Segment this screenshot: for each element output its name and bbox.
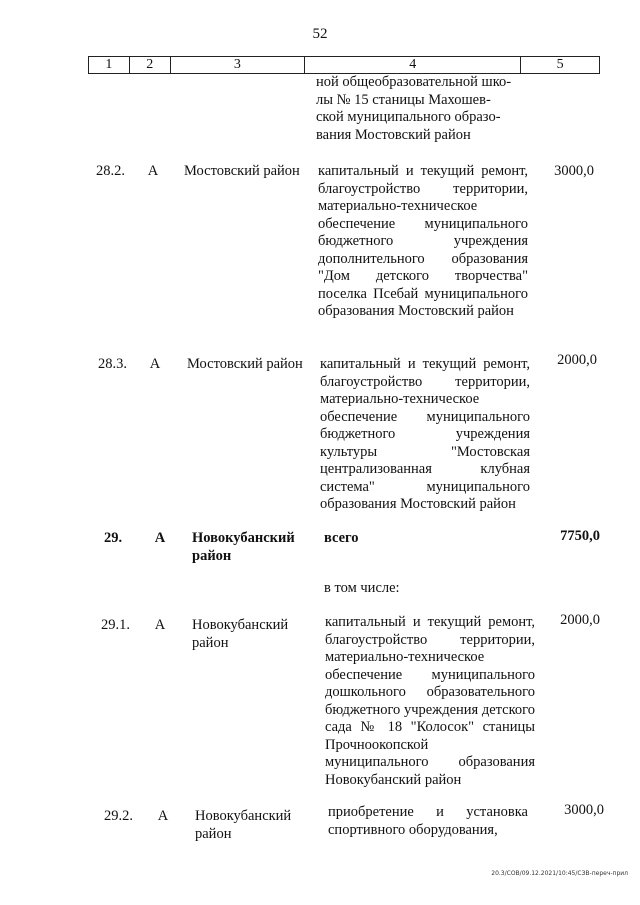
row-sum: 2000,0 — [557, 352, 597, 368]
row-letter: А — [154, 617, 166, 633]
row-letter: А — [157, 808, 169, 824]
row-description: капитальный и текущий ремонт, благоустройство территории, материально-техническое обеспечение муниципального бюджетного учреждения дополнительного образования "Дом детского творчества" поселка Псебай муниципального образования Мостовский район — [318, 163, 528, 319]
row-letter: А — [147, 163, 159, 179]
page-number: 52 — [312, 26, 328, 42]
header-col-4: 4 — [305, 57, 521, 73]
row-number: 29.1. — [101, 617, 130, 633]
table-header-row — [88, 56, 600, 74]
row-sum: 3000,0 — [554, 163, 594, 179]
row-district: Новокубанский район — [195, 808, 292, 842]
header-col-5: 5 — [556, 57, 564, 72]
row-letter: А — [149, 356, 161, 372]
continuation-line: лы № 15 станицы Махошев- — [316, 91, 491, 108]
header-col-1: 1 — [89, 57, 130, 73]
row-number: 28.3. — [98, 356, 127, 372]
row-district: Новокубанский район — [192, 617, 289, 651]
row-letter: А — [154, 530, 166, 546]
row-description: капитальный и текущий ремонт, благоустройство территории, материально-техническое обеспечение муниципального дошкольного образовательного бюджетного учреждения детского сада № 18 "Колосок" станицы Прочноокопской муниципального образования Новокубанский район — [325, 614, 535, 788]
row-sum: 7750,0 — [560, 528, 600, 544]
row-district: Новокубанский район — [192, 530, 295, 564]
header-col-3: 3 — [171, 57, 305, 73]
continuation-line: ской муниципального образо- — [316, 109, 501, 125]
in-that-number: в том числе: — [324, 580, 400, 596]
row-number: 29.2. — [104, 808, 133, 824]
header-col-2: 2 — [130, 57, 171, 73]
document-footer: 20.3/СОВ/09.12.2021/10:45/СЗВ-переч-прил — [491, 870, 628, 877]
row-description: приобретение и установка спортивного оборудования, — [328, 804, 528, 838]
row-number: 29. — [104, 530, 123, 546]
continuation-text — [316, 74, 526, 144]
row-description: всего — [324, 530, 359, 546]
row-sum: 2000,0 — [560, 612, 600, 628]
row-sum: 3000,0 — [564, 802, 604, 818]
continuation-line: вания Мостовский район — [316, 126, 471, 143]
row-district: Мостовский район — [187, 356, 303, 372]
row-number: 28.2. — [96, 163, 125, 179]
row-description: капитальный и текущий ремонт, благоустройство территории, материально-техническое обеспечение муниципального бюджетного учреждения культуры "Мостовская централизованная клубная система" муниципального образования Мостовский район — [320, 356, 530, 512]
row-district: Мостовский район — [184, 163, 300, 179]
continuation-line: ной общеобразовательной шко- — [316, 74, 512, 90]
